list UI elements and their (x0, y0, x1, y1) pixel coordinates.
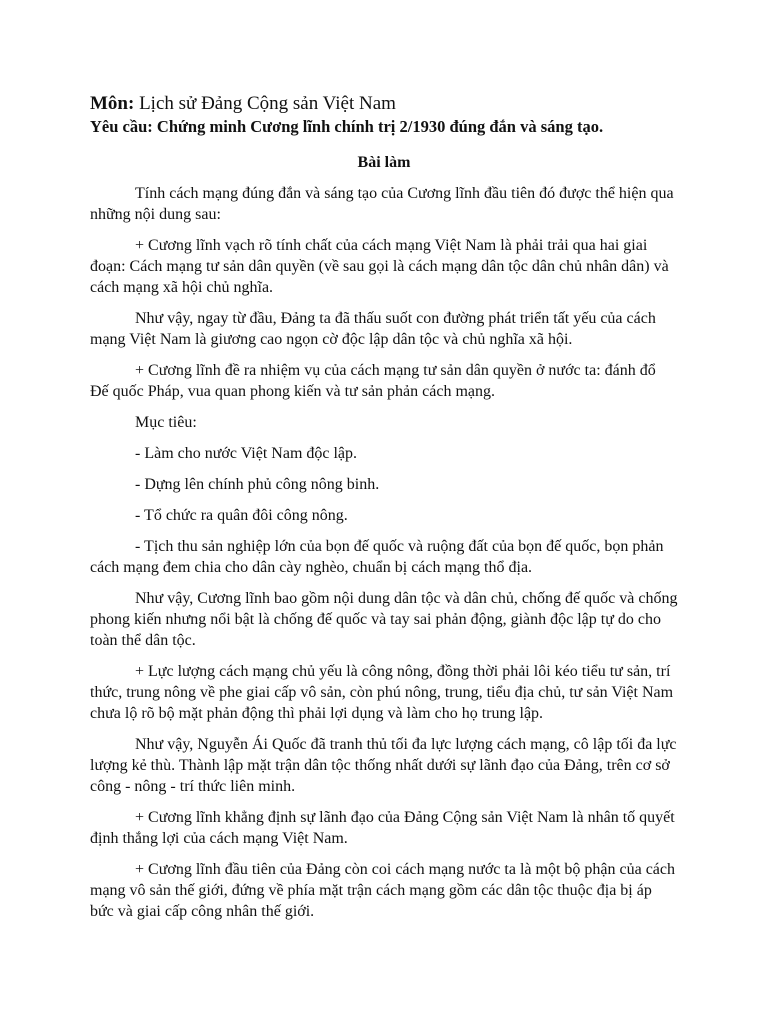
subject-line (90, 92, 678, 116)
goal-item: - Làm cho nước Việt Nam độc lập. (135, 445, 358, 462)
paragraph-conclusion-3: Như vậy, Nguyễn Ái Quốc đã tranh thủ tối đa lực lượng cách mạng, cô lập tối đa lực lượng kẻ thù. Thành lập mặt trận dân tộc thống nhất dưới sự lãnh đạo của Đảng, trên cơ sở công - nông - trí thức liên minh. (90, 736, 677, 795)
paragraph-conclusion-2: Như vậy, Cương lĩnh bao gồm nội dung dân tộc và dân chủ, chống đế quốc và chống phong kiến nhưng nổi bật là chống đế quốc và tay sai phản động, giành độc lập tự do cho toàn thể dân tộc. (90, 590, 678, 649)
paragraph-tasks: + Cương lĩnh đề ra nhiệm vụ của cách mạng tư sản dân quyền ở nước ta: đánh đổ Đế quốc Pháp, vua quan phong kiến và tư sản phản cách mạng. (90, 362, 656, 400)
paragraph-nature: + Cương lĩnh vạch rõ tính chất của cách mạng Việt Nam là phải trải qua hai giai đoạn: Cách mạng tư sản dân quyền (về sau gọi là cách mạng dân tộc dân chủ nhân dân) và cách mạng xã hội chủ nghĩa. (90, 237, 669, 296)
paragraph-leadership: + Cương lĩnh khẳng định sự lãnh đạo của Đảng Cộng sản Việt Nam là nhân tố quyết định thắng lợi của cách mạng Việt Nam. (90, 809, 675, 847)
goals-label: Mục tiêu: (135, 414, 197, 431)
essay-heading: Bài làm (357, 154, 411, 171)
goal-item: - Tịch thu sản nghiệp lớn của bọn đế quốc và ruộng đất của bọn đế quốc, bọn phản cách mạng đem chia cho dân cày nghèo, chuẩn bị cách mạng thổ địa. (90, 538, 664, 576)
requirement-line: Yêu cầu: Chứng minh Cương lĩnh chính trị 2/1930 đúng đắn và sáng tạo. (90, 117, 604, 136)
paragraph-intro: Tính cách mạng đúng đắn và sáng tạo của Cương lĩnh đầu tiên đó được thể hiện qua những nội dung sau: (90, 185, 674, 223)
goal-item: - Tổ chức ra quân đôi công nông. (135, 507, 348, 524)
document-page (90, 92, 678, 922)
goal-item: - Dựng lên chính phủ công nông binh. (135, 476, 380, 493)
paragraph-forces: + Lực lượng cách mạng chủ yếu là công nông, đồng thời phải lôi kéo tiểu tư sản, trí thức, trung nông về phe giai cấp vô sản, còn phú nông, trung, tiểu địa chủ, tư sản Việt Nam chưa lộ rõ bộ mặt phản động thì phải lợi dụng và làm cho họ trung lập. (90, 663, 674, 722)
subject-value: Lịch sử Đảng Cộng sản Việt Nam (134, 93, 396, 114)
paragraph-world-revolution: + Cương lĩnh đầu tiên của Đảng còn coi cách mạng nước ta là một bộ phận của cách mạng vô sản thế giới, đứng về phía mặt trận cách mạng gồm các dân tộc thuộc địa bị áp bức và giai cấp công nhân thế giới. (90, 861, 675, 920)
paragraph-conclusion-1: Như vậy, ngay từ đầu, Đảng ta đã thấu suốt con đường phát triển tất yếu của cách mạng Việt Nam là giương cao ngọn cờ độc lập dân tộc và chủ nghĩa xã hội. (90, 310, 656, 348)
subject-label: Môn: (90, 93, 135, 114)
